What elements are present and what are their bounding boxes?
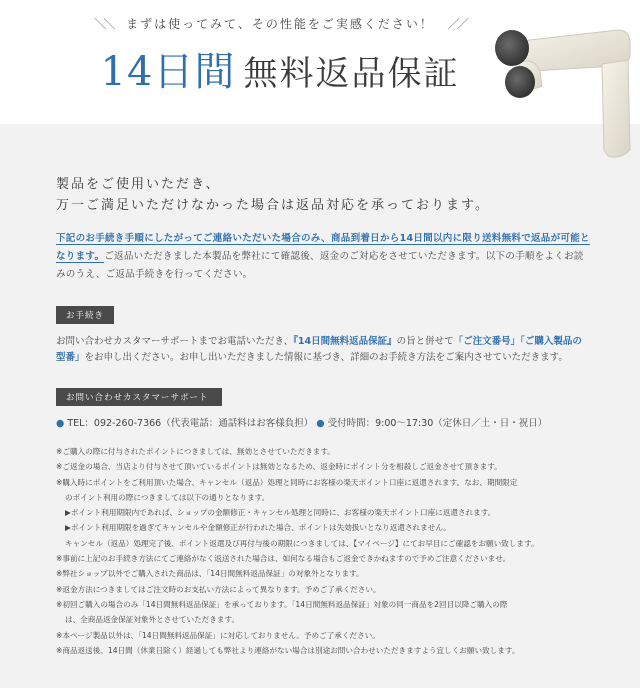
- intro-highlight: 下記のお手続き手順にしたがってご連絡いただいた場合のみ、商品到着日から14日間以内に限り送料無料で返品が可能となります。: [56, 233, 590, 262]
- tagline: [70, 15, 490, 32]
- note-item: のポイント利用の際につきましては以下の通りとなります。: [65, 492, 270, 502]
- notes-list: [56, 444, 590, 658]
- lead-line-1: 製品をご使用いただき、: [56, 177, 221, 192]
- procedure-text: [56, 334, 590, 366]
- procedure-order-info: 「ご注文番号」「ご購入製品の型番」: [56, 336, 582, 363]
- tagline-text: まずは使ってみて、その性能をご実感ください！: [126, 17, 434, 31]
- note-item: ※購入時にポイントをご利用頂いた場合、キャンセル（返品）処理と同時にお客様の楽天ポイント口座に返還されます。なお、期間限定: [56, 477, 518, 487]
- intro-paragraph: [56, 230, 590, 284]
- note-item: ※本ページ製品以外は、「14日間無料返品保証」に対応しておりません。予めご了承ください。: [56, 630, 380, 640]
- note-item: は、全商品返金保証対象外とさせていただきます。: [65, 615, 240, 625]
- note-item: ※ご返金の場合、当店より付与させて頂いているポイントは無効となるため、返金時にポイント分を相殺しご返金させて頂きます。: [56, 462, 502, 472]
- support-contact: [56, 416, 590, 432]
- note-item: ▶ポイント利用期限を過ぎてキャンセルや金額修正が行われた場合、ポイントは失効扱いとなり返還されません。: [65, 523, 451, 533]
- note-item: キャンセル（返品）処理完了後、ポイント返還及び再付与後の期限につきましては、【マイページ】にてお早目にご確認をお願い致します。: [65, 538, 539, 548]
- procedure-text-1: お問い合わせカスタマーサポートまでお電話いただき、: [56, 336, 294, 347]
- support-hours: 受付時間：9:00～17:30（定休日／土・日・祝日）: [327, 418, 548, 429]
- bullet-icon: ●: [316, 418, 325, 429]
- bullet-icon: ●: [56, 418, 65, 429]
- page-title: [70, 40, 490, 97]
- note-item: ※商品返送後、14日間（休業日除く）経過しても弊社より連絡がない場合は別途お問い合わせいただきますよう宜しくお願い致します。: [56, 645, 520, 655]
- note-item: ※弊社ショップ以外でご購入された商品は、「14日間無料返品保証」の対象外となります。: [56, 569, 364, 579]
- content-panel: [0, 124, 640, 688]
- title-free-return: 無料返品保証: [243, 54, 460, 94]
- slash-left-decoration: ＼＼: [94, 17, 113, 31]
- support-phone[interactable]: TEL：092-260-7366（代表電話：通話料はお客様負担）: [67, 418, 314, 429]
- note-item: ※ご購入の際に付与されたポイントにつきましては、無効とさせていただきます。: [56, 447, 335, 456]
- title-14-days: 14日間: [100, 49, 236, 95]
- procedure-guarantee-name: 『14日間無料返品保証』: [293, 336, 397, 347]
- massage-gun-image: [490, 0, 640, 160]
- content-body: [56, 174, 590, 658]
- procedure-text-3: をお申し出ください。お申し出いただきました情報に基づき、詳細のお手続き方法をご案内させていただきます。: [84, 352, 568, 363]
- lead-text: [56, 174, 590, 216]
- slash-right-decoration: ／／: [447, 17, 466, 31]
- lead-line-2: 万一ご満足いただけなかった場合は返品対応を承っております。: [56, 198, 490, 213]
- note-item: ▶ポイント利用期限内であれば、ショップの金額修正・キャンセル処理と同時に、お客様の楽天ポイント口座に返還されます。: [65, 508, 496, 518]
- intro-rest: ご返品いただきました本製品を弊社にて確認後、返金のご対応をさせていただきます。以下の手順をよくお読みのうえ、ご返品手続きを行ってください。: [56, 251, 584, 280]
- procedure-text-2: の旨と併せて: [396, 336, 454, 347]
- note-item: ※事前に上記のお手続き方法にてご連絡がなく返送された場合は、如何なる場合もご返金できかねますので予めご注意くださいませ。: [56, 554, 511, 564]
- note-item: ※初回ご購入の場合のみ「14日間無料返品保証」を承っております。「14日間無料返品保証」対象の同一商品を2回目以降ご購入の際: [56, 599, 508, 609]
- support-label: お問い合わせカスタマーサポート: [56, 388, 222, 406]
- procedure-label: お手続き: [56, 306, 114, 324]
- note-item: ※返金方法につきましてはご注文時のお支払い方法によって異なります。予めご了承ください。: [56, 584, 381, 594]
